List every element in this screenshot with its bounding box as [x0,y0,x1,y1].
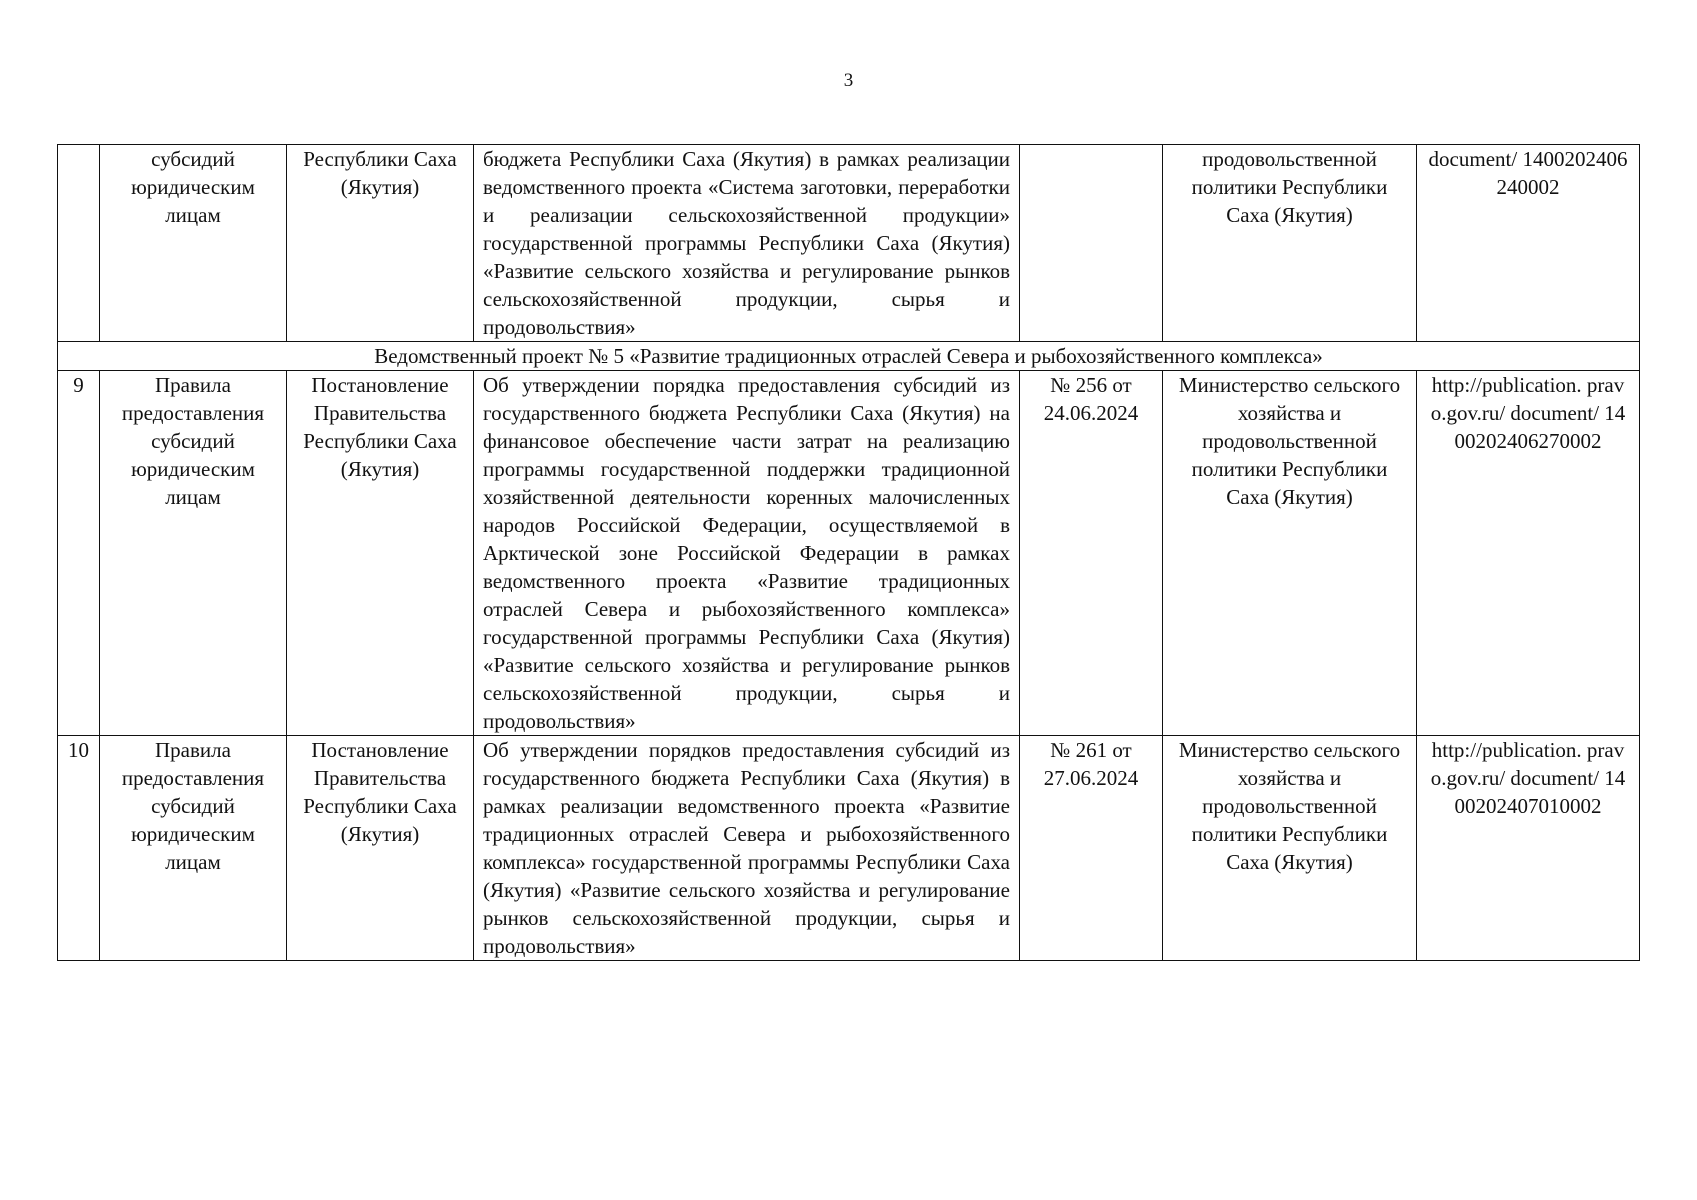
act-title: Об утверждении порядков предоставления субсидий из государственного бюджета Республики Саха (Якутия) в рамках реализации ведомственного проекта «Развитие традиционных отраслей Севера и рыбохозяйственного комплекса» государственной программы Республики Саха (Якутия) «Развитие сельского хозяйства и регулирование рынков сельскохозяйственной продукции, сырья и продовольствия» [474,736,1020,961]
responsible-org: Министерство сельского хозяйства и продовольственной политики Республики Саха (Якутия) [1163,371,1417,736]
act-form: Постановление Правительства Республики Саха (Якутия) [287,736,474,961]
section-title: Ведомственный проект № 5 «Развитие традиционных отраслей Севера и рыбохозяйственного комплекса» [58,342,1640,371]
act-form: Республики Саха (Якутия) [287,145,474,342]
publication-link[interactable]: http://publication. pravo.gov.ru/ document/ 1400202406270002 [1417,371,1640,736]
act-form: Постановление Правительства Республики Саха (Якутия) [287,371,474,736]
act-number-date: № 256 от 24.06.2024 [1020,371,1163,736]
act-type: Правила предоставления субсидий юридическим лицам [100,371,287,736]
act-title: бюджета Республики Саха (Якутия) в рамках реализации ведомственного проекта «Система заготовки, переработки и реализации сельскохозяйственной продукции» государственной программы Республики Саха (Якутия) «Развитие сельского хозяйства и регулирование рынков сельскохозяйственной продукции, сырья и продовольствия» [474,145,1020,342]
row-number [58,145,100,342]
row-number: 10 [58,736,100,961]
act-number-date [1020,145,1163,342]
act-number-date: № 261 от 27.06.2024 [1020,736,1163,961]
publication-link[interactable]: document/ 1400202406240002 [1417,145,1640,342]
row-number: 9 [58,371,100,736]
publication-link[interactable]: http://publication. pravo.gov.ru/ document/ 1400202407010002 [1417,736,1640,961]
legal-acts-table [57,144,1640,961]
responsible-org: Министерство сельского хозяйства и продовольственной политики Республики Саха (Якутия) [1163,736,1417,961]
act-type: Правила предоставления субсидий юридическим лицам [100,736,287,961]
section-row [58,342,1640,371]
page-number: 3 [843,70,854,91]
table-row [58,145,1640,342]
act-type: субсидий юридическим лицам [100,145,287,342]
table-row [58,371,1640,736]
act-title: Об утверждении порядка предоставления субсидий из государственного бюджета Республики Саха (Якутия) на финансовое обеспечение части затрат на реализацию программы государственной поддержки традиционной хозяйственной деятельности коренных малочисленных народов Российской Федерации, осуществляемой в Арктической зоне Российской Федерации в рамках ведомственного проекта «Развитие традиционных отраслей Севера и рыбохозяйственного комплекса» государственной программы Республики Саха (Якутия) «Развитие сельского хозяйства и регулирование рынков сельскохозяйственной продукции, сырья и продовольствия» [474,371,1020,736]
responsible-org: продовольственной политики Республики Саха (Якутия) [1163,145,1417,342]
table-row [58,736,1640,961]
